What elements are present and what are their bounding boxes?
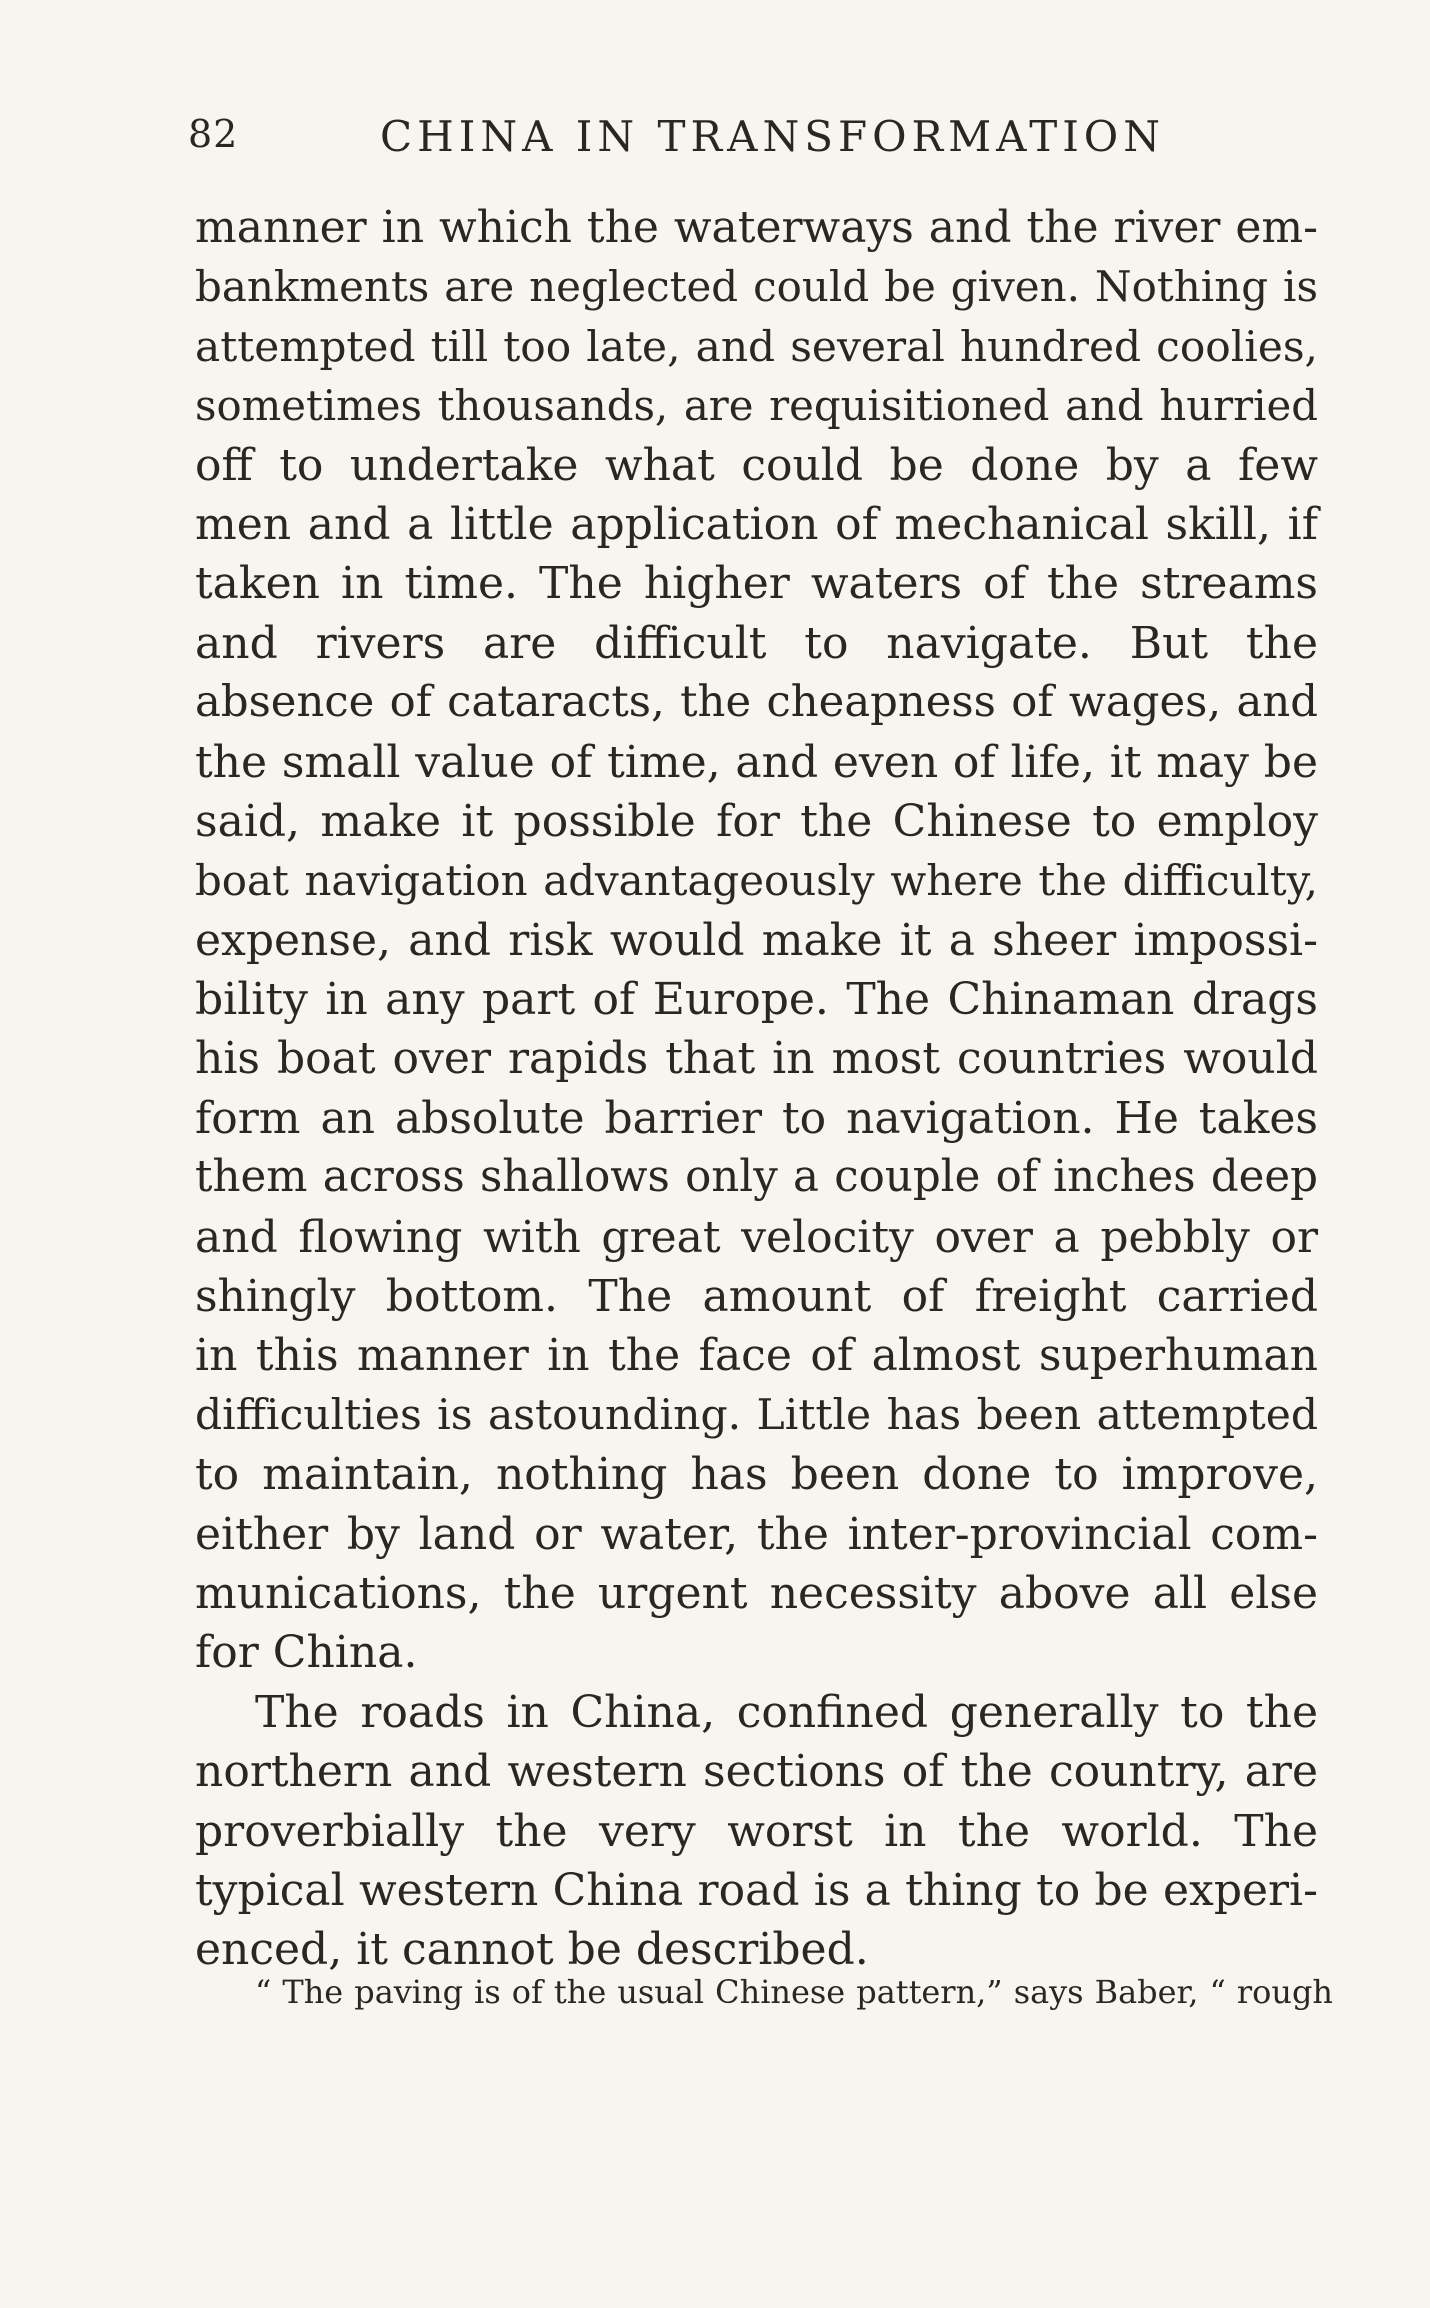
text-line: taken in time. The higher waters of the streams: [195, 558, 1318, 610]
text-line: to maintain, nothing has been done to improve,: [195, 1449, 1318, 1501]
body-text: [195, 198, 1318, 1980]
text-line: form an absolute barrier to navigation. He takes: [195, 1092, 1318, 1144]
page-number: 82: [188, 112, 239, 156]
quote-line: “ The paving is of the usual Chinese pattern,” says Baber, “ rough: [255, 1973, 1333, 2011]
text-line: them across shallows only a couple of inches deep: [195, 1152, 1318, 1203]
text-line: said, make it possible for the Chinese to employ: [195, 795, 1318, 847]
text-line: boat navigation advantageously where the difficulty,: [195, 856, 1318, 906]
text-line: attempted till too late, and several hundred coolies,: [195, 321, 1318, 371]
text-line: for China.: [195, 1627, 418, 1679]
text-line: shingly bottom. The amount of freight carried: [195, 1271, 1318, 1323]
text-line: either by land or water, the inter-provincial com-: [195, 1508, 1318, 1560]
text-line: proverbially the very worst in the world. The: [195, 1805, 1318, 1857]
text-line: off to undertake what could be done by a few: [195, 439, 1318, 491]
text-line: sometimes thousands, are requisitioned and hurried: [195, 381, 1318, 431]
text-line: absence of cataracts, the cheapness of wages, and: [195, 677, 1318, 728]
text-line: manner in which the waterways and the river em-: [195, 202, 1318, 253]
page-header: [188, 112, 1318, 172]
text-line: bility in any part of Europe. The Chinaman drags: [195, 974, 1318, 1026]
text-line: in this manner in the face of almost superhuman: [195, 1330, 1318, 1382]
text-line: and flowing with great velocity over a pebbly or: [195, 1211, 1318, 1263]
text-line: and rivers are difficult to navigate. But the: [195, 617, 1318, 669]
text-line: men and a little application of mechanical skill, if: [195, 498, 1318, 550]
text-line: his boat over rapids that in most countries would: [195, 1033, 1318, 1085]
text-line: northern and western sections of the country, are: [195, 1746, 1318, 1798]
text-line: typical western China road is a thing to be experi-: [195, 1864, 1318, 1916]
text-line: difficulties is astounding. Little has been attempted: [195, 1390, 1318, 1440]
running-title: CHINA IN TRANSFORMATION: [380, 112, 1165, 161]
text-line: bankments are neglected could be given. Nothing is: [195, 262, 1318, 312]
text-line: The roads in China, confined generally to the: [255, 1686, 1318, 1738]
text-line: expense, and risk would make it a sheer impossi-: [195, 914, 1318, 966]
text-line: the small value of time, and even of life, it may be: [195, 736, 1318, 788]
text-line: munications, the urgent necessity above all else: [195, 1567, 1318, 1619]
text-line: enced, it cannot be described.: [195, 1924, 869, 1976]
